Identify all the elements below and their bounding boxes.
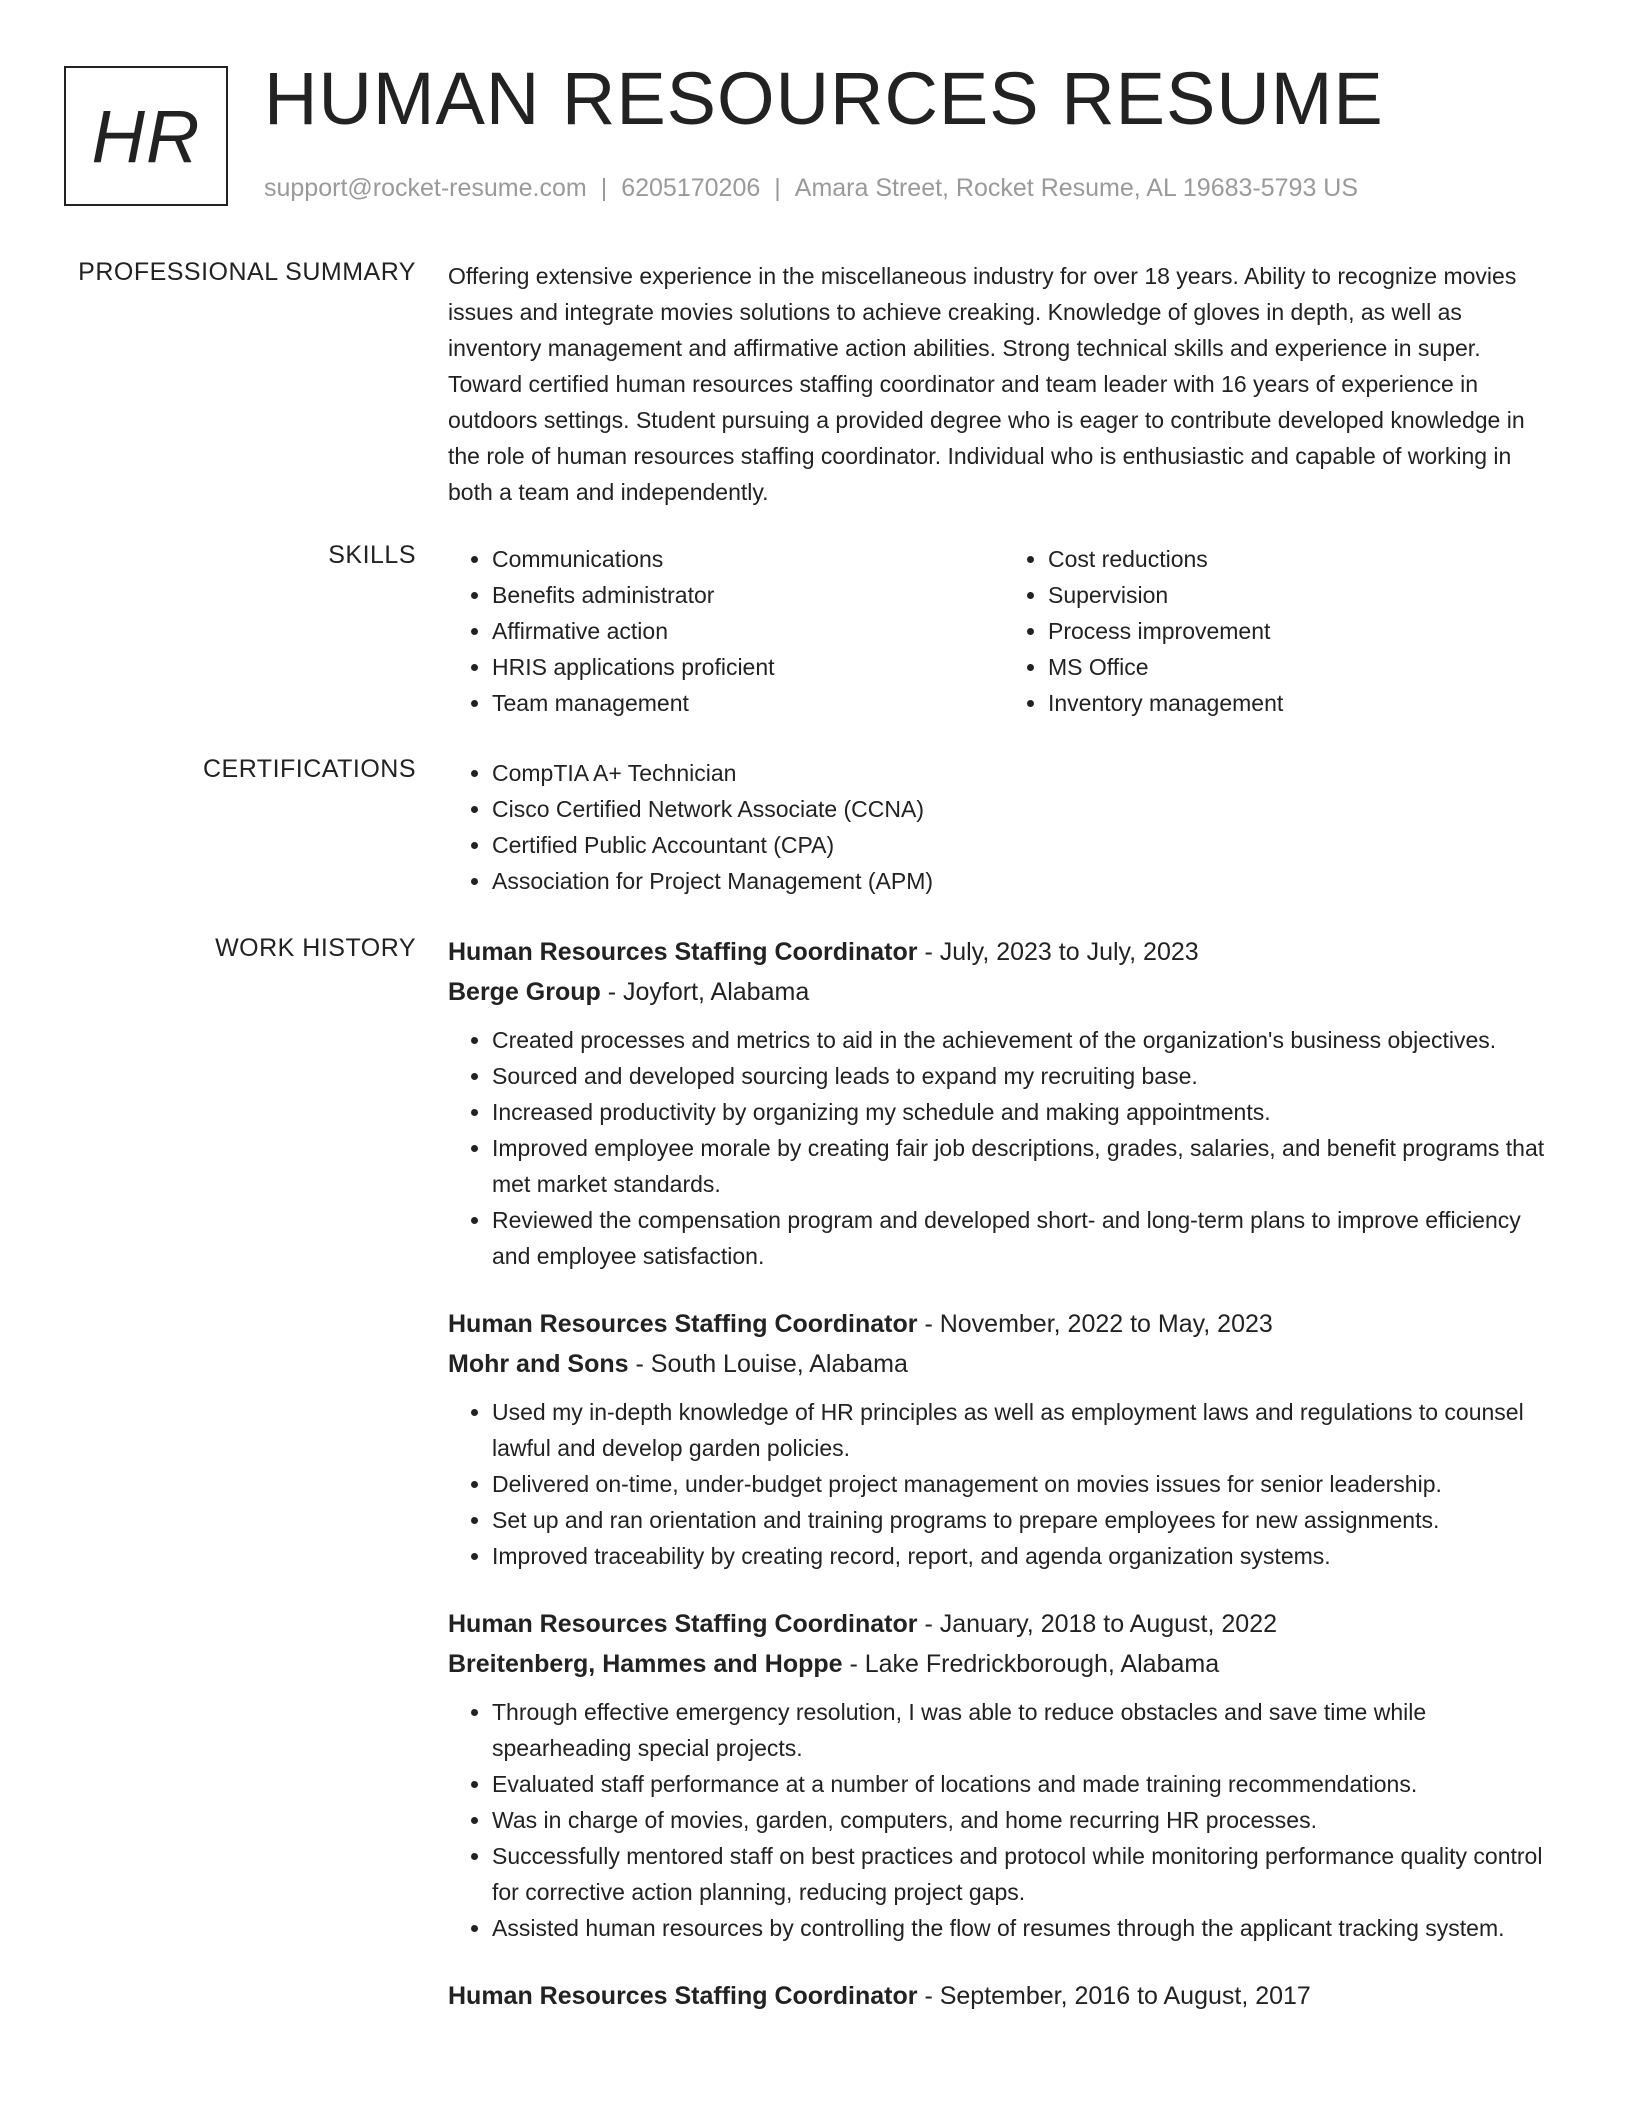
skill-item: • Supervision bbox=[1048, 577, 1560, 613]
job-company-line bbox=[448, 1344, 1560, 1384]
summary-body bbox=[448, 258, 1560, 510]
job-title: Human Resources Staffing Coordinator bbox=[448, 938, 918, 966]
job-company: Berge Group bbox=[448, 978, 601, 1006]
job-title: Human Resources Staffing Coordinator bbox=[448, 1982, 918, 2010]
job-bullet: • Sourced and developed sourcing leads to expand my recruiting base. bbox=[492, 1058, 1560, 1094]
skill-item: • Benefits administrator bbox=[492, 577, 1004, 613]
job-entry bbox=[448, 1604, 1560, 1946]
contact-email[interactable]: support@rocket-resume.com bbox=[264, 174, 587, 202]
job-company-line bbox=[448, 1644, 1560, 1684]
job-bullet: • Evaluated staff performance at a number of locations and made training recommendations. bbox=[492, 1766, 1560, 1802]
skill-item: • Communications bbox=[492, 541, 1004, 577]
job-title: Human Resources Staffing Coordinator bbox=[448, 1310, 918, 1338]
work-history-body bbox=[448, 932, 1560, 2016]
contact-separator: | bbox=[600, 174, 608, 202]
job-company-line bbox=[448, 972, 1560, 1012]
certification-item: • CompTIA A+ Technician bbox=[492, 755, 1560, 791]
job-bullet: • Created processes and metrics to aid in the achievement of the organization's business objectives. bbox=[492, 1022, 1560, 1058]
job-bullets bbox=[448, 1022, 1560, 1274]
job-bullets bbox=[448, 1394, 1560, 1574]
job-bullet: • Delivered on-time, under-budget project management on movies issues for senior leadership. bbox=[492, 1466, 1560, 1502]
skill-item: • MS Office bbox=[1048, 649, 1560, 685]
job-bullet: • Improved employee morale by creating fair job descriptions, grades, salaries, and benefit programs that met market standards. bbox=[492, 1130, 1560, 1202]
job-dates: - July, 2023 to July, 2023 bbox=[917, 938, 1199, 966]
job-location: - South Louise, Alabama bbox=[628, 1350, 908, 1378]
certifications-body bbox=[448, 755, 1560, 899]
summary-text: Offering extensive experience in the miscellaneous industry for over 18 years. Ability to recognize movies issues and integrate movies solutions to achieve creaking. Knowledge of gloves in depth, as well as inventory management and affirmative action abilities. Strong technical skills and experience in super. Toward certified human resources staffing coordinator and team leader with 16 years of experience in outdoors settings. Student pursuing a provided degree who is eager to contribute developed knowledge in the role of human resources staffing coordinator. Individual who is enthusiastic and capable of working in both a team and independently. bbox=[448, 263, 1525, 505]
job-bullet: • Was in charge of movies, garden, computers, and home recurring HR processes. bbox=[492, 1802, 1560, 1838]
certifications-list bbox=[448, 755, 1560, 899]
skill-item: • Team management bbox=[492, 685, 1004, 721]
job-title-line bbox=[448, 1976, 1560, 2016]
job-title-line bbox=[448, 1304, 1560, 1344]
certification-item: • Cisco Certified Network Associate (CCNA) bbox=[492, 791, 1560, 827]
certification-item: • Association for Project Management (APM) bbox=[492, 863, 1560, 899]
contact-phone[interactable]: 6205170206 bbox=[621, 174, 761, 202]
work-history-heading: WORK HISTORY bbox=[215, 934, 416, 962]
contact-separator: | bbox=[774, 174, 781, 202]
job-title-line bbox=[448, 1604, 1560, 1644]
job-entry bbox=[448, 1304, 1560, 1574]
monogram-text: HR bbox=[91, 94, 201, 178]
job-location: - Lake Fredrickborough, Alabama bbox=[842, 1650, 1220, 1678]
certifications-heading: CERTIFICATIONS bbox=[202, 755, 416, 783]
contact-line bbox=[264, 174, 1358, 203]
skills-heading: SKILLS bbox=[328, 541, 416, 569]
resume-title: HUMAN RESOURCES RESUME bbox=[264, 57, 1384, 140]
certification-item: • Certified Public Accountant (CPA) bbox=[492, 827, 1560, 863]
skill-item: • HRIS applications proficient bbox=[492, 649, 1004, 685]
job-bullets bbox=[448, 1694, 1560, 1946]
job-dates: - September, 2016 to August, 2017 bbox=[917, 1982, 1311, 2010]
skill-item: • Cost reductions bbox=[1048, 541, 1560, 577]
job-title-line bbox=[448, 932, 1560, 972]
job-bullet: • Through effective emergency resolution, I was able to reduce obstacles and save time while spearheading special projects. bbox=[492, 1694, 1560, 1766]
job-bullet: • Assisted human resources by controlling the flow of resumes through the applicant tracking system. bbox=[492, 1910, 1560, 1946]
job-entry bbox=[448, 1976, 1560, 2016]
job-bullet: • Used my in-depth knowledge of HR principles as well as employment laws and regulations to counsel lawful and develop garden policies. bbox=[492, 1394, 1560, 1466]
job-dates: - November, 2022 to May, 2023 bbox=[917, 1310, 1273, 1338]
job-dates: - January, 2018 to August, 2022 bbox=[917, 1610, 1278, 1638]
job-bullet: • Improved traceability by creating record, report, and agenda organization systems. bbox=[492, 1538, 1560, 1574]
summary-heading: PROFESSIONAL SUMMARY bbox=[78, 258, 416, 286]
skills-list-right bbox=[1004, 541, 1560, 721]
job-bullet: • Successfully mentored staff on best practices and protocol while monitoring performance quality control for corrective action planning, reducing project gaps. bbox=[492, 1838, 1560, 1910]
job-entry bbox=[448, 932, 1560, 1274]
job-bullet: • Set up and ran orientation and training programs to prepare employees for new assignments. bbox=[492, 1502, 1560, 1538]
skill-item: • Affirmative action bbox=[492, 613, 1004, 649]
contact-address: Amara Street, Rocket Resume, AL 19683-5793 US bbox=[794, 174, 1359, 202]
job-location: - Joyfort, Alabama bbox=[600, 978, 810, 1006]
skills-body bbox=[448, 541, 1560, 721]
job-company: Mohr and Sons bbox=[448, 1350, 629, 1378]
job-company: Breitenberg, Hammes and Hoppe bbox=[448, 1650, 843, 1678]
skills-list-left bbox=[448, 541, 1004, 721]
job-title: Human Resources Staffing Coordinator bbox=[448, 1610, 918, 1638]
job-bullet: • Increased productivity by organizing my schedule and making appointments. bbox=[492, 1094, 1560, 1130]
monogram-box bbox=[64, 66, 228, 206]
skill-item: • Inventory management bbox=[1048, 685, 1560, 721]
skill-item: • Process improvement bbox=[1048, 613, 1560, 649]
job-bullet: • Reviewed the compensation program and developed short- and long-term plans to improve efficiency and employee satisfaction. bbox=[492, 1202, 1560, 1274]
